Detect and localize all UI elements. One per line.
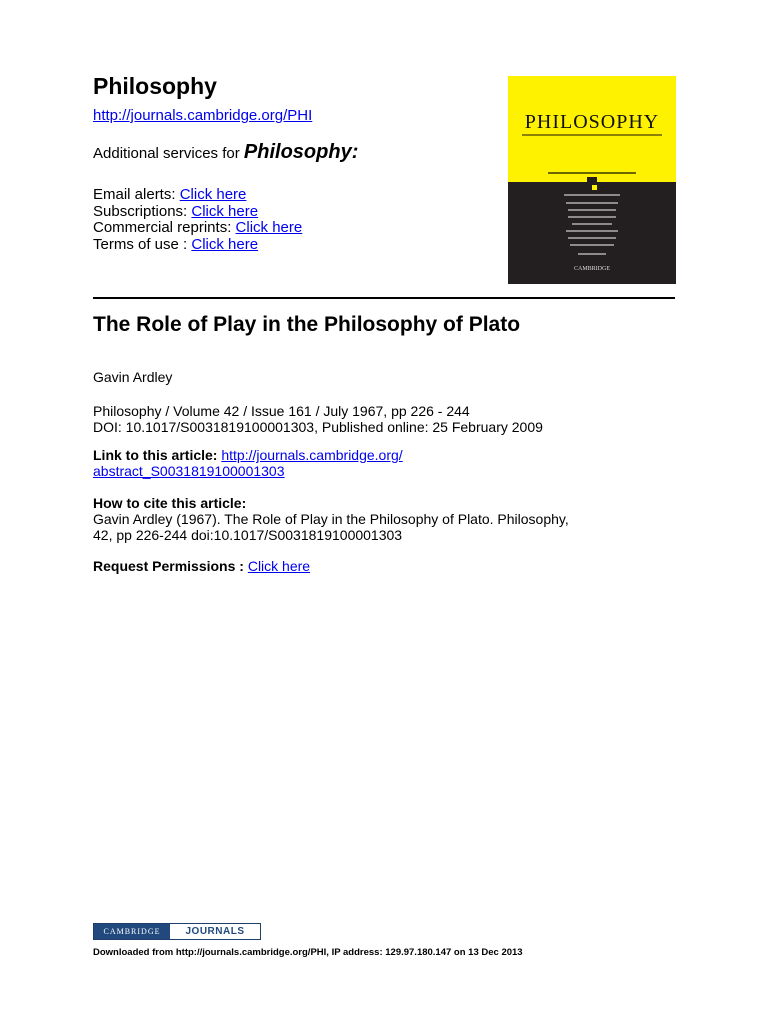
service-commercial-reprints bbox=[93, 220, 302, 237]
article-link-url-continued[interactable]: abstract_S0031819100001303 bbox=[93, 463, 285, 479]
cover-text-line bbox=[570, 244, 614, 246]
header-divider bbox=[93, 297, 675, 299]
commercial-reprints-link[interactable]: Click here bbox=[235, 219, 303, 236]
cover-volume-line bbox=[548, 172, 636, 174]
cover-text-line bbox=[568, 216, 616, 218]
cover-text-line bbox=[566, 202, 618, 204]
logo-cambridge: CAMBRIDGE bbox=[94, 924, 170, 939]
download-note: Downloaded from http://journals.cambridge.org/PHI, IP address: 129.97.180.147 on 13 Dec 2013 bbox=[93, 947, 523, 958]
service-label: Commercial reprints: bbox=[93, 219, 236, 236]
cambridge-journals-logo bbox=[93, 923, 261, 940]
cite-label: How to cite this article: bbox=[93, 495, 247, 511]
service-label: Subscriptions: bbox=[93, 202, 192, 220]
service-subscriptions bbox=[93, 204, 302, 221]
citation-volume-line: Philosophy / Volume 42 / Issue 161 / July 1967, pp 226 - 244 bbox=[93, 403, 470, 419]
cover-text-line bbox=[568, 237, 616, 239]
services-prefix: Additional services for bbox=[93, 145, 244, 162]
cite-text-line: Gavin Ardley (1967). The Role of Play in the Philosophy of Plato. Philosophy, bbox=[93, 511, 569, 527]
service-terms-of-use bbox=[93, 237, 302, 254]
link-label: Link to this article: bbox=[93, 447, 222, 463]
service-email-alerts bbox=[93, 187, 302, 204]
service-label: Terms of use : bbox=[93, 235, 192, 253]
how-to-cite-block bbox=[93, 495, 569, 543]
article-title: The Role of Play in the Philosophy of Plato bbox=[93, 313, 521, 336]
article-author: Gavin Ardley bbox=[93, 369, 173, 385]
journal-title: Philosophy bbox=[93, 73, 217, 99]
cover-title: PHILOSOPHY bbox=[524, 111, 660, 133]
cite-text-line: 42, pp 226-244 doi:10.1017/S0031819100001303 bbox=[93, 527, 403, 543]
cover-text-line bbox=[564, 194, 620, 196]
journal-cover-image bbox=[508, 76, 676, 284]
logo-journals: JOURNALS bbox=[170, 924, 260, 939]
cover-subtitle-line bbox=[522, 134, 662, 136]
permissions-link[interactable]: Click here bbox=[247, 558, 311, 574]
article-link-block bbox=[93, 447, 403, 479]
email-alerts-link[interactable]: Click here bbox=[179, 186, 247, 203]
cover-square-accent bbox=[592, 185, 597, 190]
service-list bbox=[93, 187, 302, 253]
cover-publisher: CAMBRIDGE bbox=[573, 266, 610, 272]
services-journal-name: Philosophy: bbox=[243, 141, 359, 163]
journal-url-link[interactable]: http://journals.cambridge.org/PHI bbox=[93, 107, 313, 124]
article-citation bbox=[93, 403, 543, 435]
subscriptions-link[interactable]: Click here bbox=[191, 202, 259, 220]
cover-text-line bbox=[578, 253, 606, 255]
article-link-url[interactable]: http://journals.cambridge.org/ bbox=[221, 447, 403, 463]
service-label: Email alerts: bbox=[93, 186, 180, 203]
citation-doi-line: DOI: 10.1017/S0031819100001303, Published online: 25 February 2009 bbox=[93, 419, 543, 435]
permissions-block bbox=[93, 558, 310, 574]
cover-text-line bbox=[572, 223, 612, 225]
terms-of-use-link[interactable]: Click here bbox=[191, 235, 259, 253]
cover-text-line bbox=[566, 230, 618, 232]
additional-services bbox=[93, 141, 358, 164]
cover-text-line bbox=[568, 209, 616, 211]
permissions-label: Request Permissions : bbox=[93, 558, 248, 574]
